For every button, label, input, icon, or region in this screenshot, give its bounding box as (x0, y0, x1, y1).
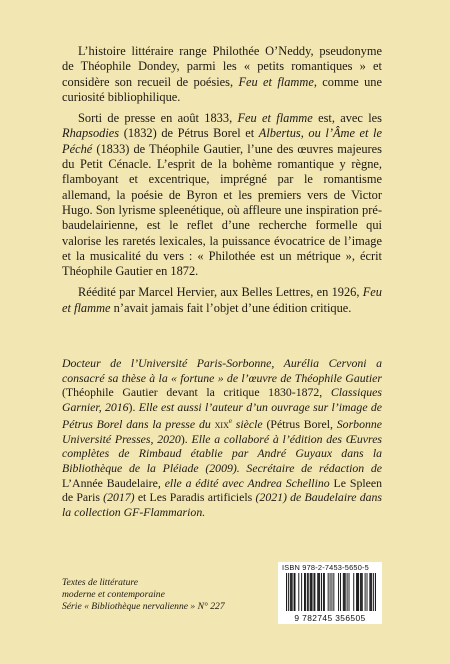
blurb-paragraph-3: Réédité par Marcel Hervier, aux Belles Lettres, en 1926, Feu et flamme n’avait jamais fait l’objet d’une édition critique. (62, 285, 382, 315)
book-title-italic: Feu et flamme (62, 285, 382, 315)
isbn-label: ISBN 978-2-7453-5650-5 (282, 563, 369, 572)
author-bio (62, 356, 382, 519)
blurb-paragraph-1: L’histoire littéraire range Philothée O’Neddy, pseudonyme de Théophile Dondey, parmi les « petits romantiques » et considère son recueil de poésies, Feu et flamme, comme une curiosité bibliophilique. (62, 44, 382, 104)
barcode-digits: 9 782745 356505 (294, 613, 366, 623)
series-line-2: moderne et contemporaine (62, 589, 165, 600)
rhapsodies-title: Rhapsodies (62, 126, 120, 141)
series-line-1: Textes de littérature (62, 577, 139, 588)
author-bio-text: Docteur de l’Université Paris-Sorbonne, Aurélia Cervoni a consacré sa thèse à la « fortune » de l’œuvre de Théophile Gautier (Théophile Gautier devant la critique 1830-1872, Classiques Garnier, 2016). Elle est aussi l’auteur d’un ouvrage sur l’image de Pétrus Borel dans la presse du xix$^e$ siècle (Pétrus Borel, Sorbonne Université Presses, 2020). Elle a collaboré à l’édition des Œuvres complètes de Rimbaud établie par André Guyaux dans la Bibliothèque de la Pléiade (2009). Secrétaire de rédaction de L’Année Baudelaire, elle a édité avec Andrea Schellino Le Spleen de Paris (2017) et Les Paradis artificiels (2021) de Baudelaire dans la collection GF-Flammarion. (62, 356, 383, 519)
series-line-3: Série « Bibliothèque nervalienne » N° 227 (62, 601, 225, 612)
barcode-panel (278, 562, 382, 624)
century-numeral: xix (214, 417, 229, 432)
series-info (62, 577, 262, 613)
book-title-italic: Feu et flamme (237, 111, 313, 126)
albertus-title: Albertus, ou l’Âme et le Péché (62, 126, 383, 156)
blurb-paragraph-2: Sorti de presse en août 1833, Feu et flamme est, avec les Rhapsodies (1832) de Pétrus Borel et Albertus, ou l’Âme et le Péché (1833) de Théophile Gautier, l’une des œuvres majeures du Petit Cénacle. L’esprit de la bohème romantique y règne, flamboyant et excentrique, imprégné par le romantisme allemand, la poésie de Byron et les premiers vers de Victor Hugo. Son lyrisme spleenétique, où affleure une inspiration pré-baudelairienne, est le reflet d’une recherche formelle qui valorise les raretés lexicales, la puissance évocatrice de l’image et la musicalité du vers : « Philothée est un métrique », écrit Théophile Gautier en 1872. (62, 111, 383, 279)
barcode-icon (286, 573, 376, 611)
book-title-italic: Feu et flamme (238, 74, 314, 89)
blurb (62, 44, 382, 322)
